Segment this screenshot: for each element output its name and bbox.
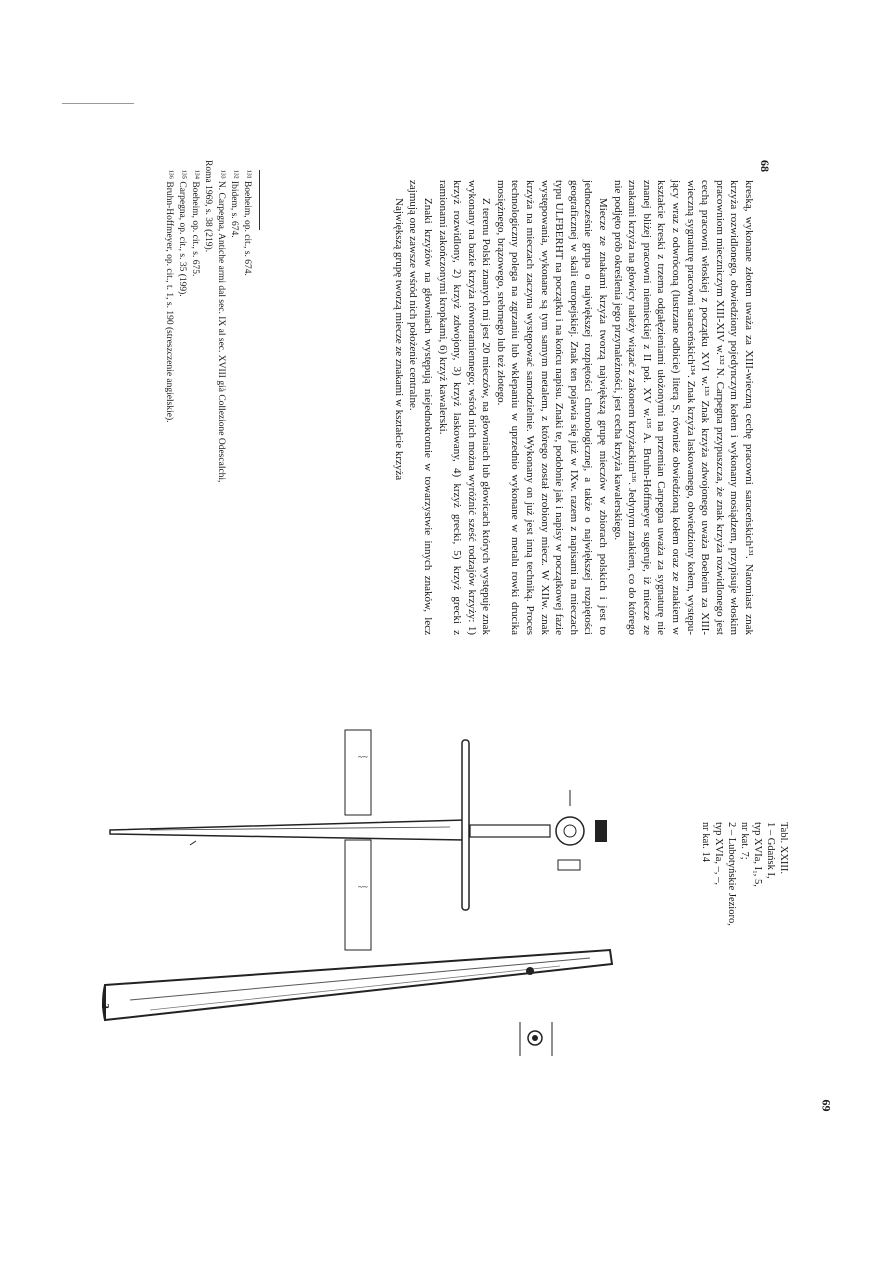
body-text <box>391 180 756 635</box>
sword-1-drawing <box>110 730 607 950</box>
plate-line: 2 – Lubotyńskie Jezioro, <box>726 822 737 926</box>
footnote: ¹³³ N. Carpegna, Antiche armi dal sec. IX al sec. XVIII già Collezione Odescalchi, <box>216 170 226 483</box>
plate-line: typ XVIa, I₁, 5, <box>752 822 763 887</box>
plate-line: typ XVIa, –, –, <box>713 822 724 885</box>
plate-line: 1 – Gdańsk I, <box>765 822 776 879</box>
svg-text:~~: ~~ <box>358 752 368 762</box>
right-page-number: 69 <box>819 1099 834 1112</box>
footnote: ¹³⁴ Boeheim, op. cit., s. 675. <box>190 170 200 277</box>
footnote: ¹³⁶ Bruhn-Hoffmeyer, op. cit., t. 1, s. 190 (streszczenie angielskie). <box>164 170 174 423</box>
paragraph: Z terenu Polski znanych mi jest 20 mieczów, na głowniach lub głowicach których występuje znak wykonany na bazie krzyża równoramiennego; wśród nich można wyróżnić sześć rodzajów krzyży: 1) krzyż rozwidlony, 2) krzyż zdwojony, 3) krzyż laskowany, 4) krzyż grecki, 5) krzyż grecki z ramionami zakończonymi kropkami, 6) krzyż kawalerski. <box>436 180 493 635</box>
footnote: ¹³¹ Boeheim, op. cit., s. 674. <box>242 170 252 276</box>
figure-label-2: 2 <box>98 1003 111 1009</box>
paragraph: Największą grupę tworzą miecze ze znakami w kształcie krzyża <box>392 198 405 481</box>
left-page-number: 68 <box>758 160 772 172</box>
footnote: ¹³² Ibidem, s. 674. <box>229 170 239 238</box>
footnote: Roma 1969, s. 38 (219). <box>203 160 213 253</box>
sword-drawings <box>90 720 650 1080</box>
footnote: ¹³⁵ Carpegna, op. cit., s. 35 (199). <box>177 170 187 297</box>
plate-title: Tabl. XXIII. <box>778 822 789 875</box>
svg-text:~~: ~~ <box>358 882 368 892</box>
plate-line: nr kat. 14 <box>700 822 711 862</box>
paragraph: kreską, wykonane złotem uważa za XIII-wieczną cechę pracowni saraceńskich¹³¹. Natomiast znak krzyża rozwidlonego, obwiedziony pojedynczym kołem i wykonany mosiądzem, przypisuje włoskim pracowniom mieczniczym XIII-XIV w.¹³² N. Carpegna przypuszcza, że znak krzyża rozwidlonego jest cechą pracowni włoskiej z początku XVI w.¹³³ Znak krzyża zdwojonego uważa Boeheim za XIII-wieczną sygnaturę pracowni saraceńskich¹³⁴. Znak krzyża laskowanego, obwiedziony kołem, występujący wraz z odwróconą (lustrzane odbicie) literą S, również obwiedzioną kołem oraz ze znakiem w kształcie kreski z trzema odgałęzieniami ułożonymi na przemian Carpegna uważa za sygnaturę nie znanej bliżej pracowni niemieckiej z II poł. XV w.¹³⁵ A. Bruhn-Hoffmeyer sugeruje, iż miecze ze znakami krzyża na głowicy należy wiązać z zakonem krzyżackim¹³⁶. Jedynym znakiem, co do którego nie podjęto prób określenia jego przynależności, jest cecha krzyża kawalerskiego. <box>611 180 755 635</box>
footnote-rule <box>259 170 260 230</box>
paragraph: Znaki krzyżów na głowniach występują niejednokrotnie w towarzystwie innych znaków, lecz zajmują one zawsze wśród nich położenie centralne. <box>407 180 434 635</box>
paragraph: Miecze ze znakami krzyża tworzą największą grupę mieczów w zbiorach polskich i jest to jednocześnie grupa o największej rozpiętości chronologicznej, a także o największej rozpiętości geograficznej w skali europejskiej. Znak ten pojawia się już w IXw. razem z napisami na mieczach typu ULFBERHT na początku i na końcu napisu. Znaki te, podobnie jak i napisy w początkowej fazie występowania, wykonane są tym samym metalem, z którego został zrobiony miecz. W XIIw. znak krzyża na mieczach zaczyna występować samodzielnie. Wykonany on już jest inną techniką. Proces technologiczny polega na zgrzaniu lub wklepaniu w uprzednio wykonane w metalu rowki drucika mosiężnego, brązowego, srebrnego lub też złotego. <box>494 180 610 635</box>
sword-2-drawing <box>103 950 612 1056</box>
footnotes <box>162 160 260 630</box>
margin-rule <box>62 103 134 104</box>
plate-caption <box>699 822 790 1082</box>
plate-line: nr kat. 7; <box>739 822 750 860</box>
